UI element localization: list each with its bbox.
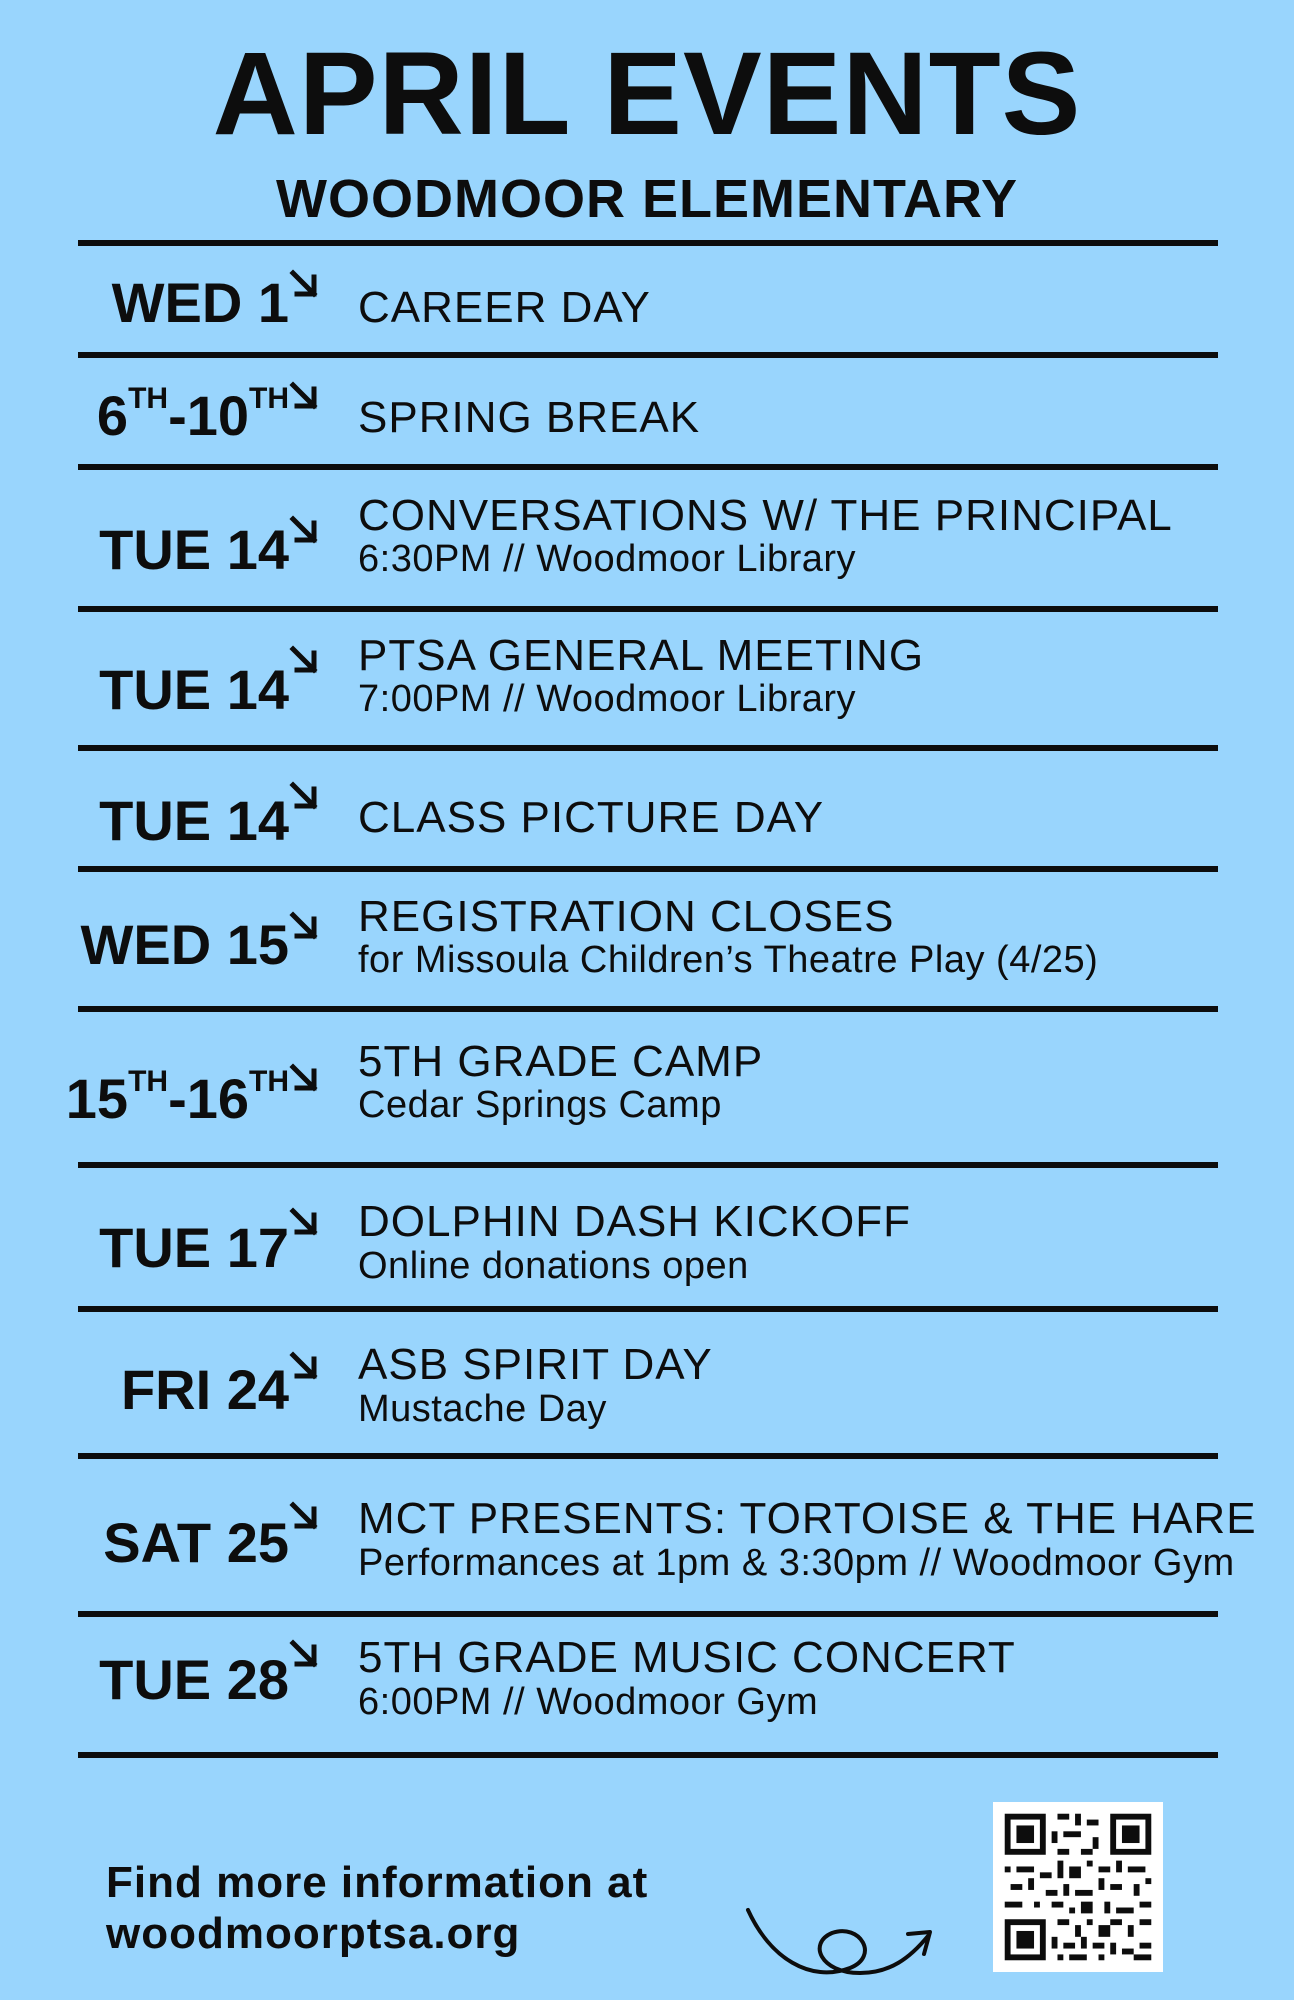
event-detail: 6:00PM // Woodmoor Gym: [358, 1681, 819, 1723]
event-title: CAREER DAY: [358, 283, 651, 332]
divider: [78, 240, 1218, 246]
arrow-down-right-icon: [288, 1638, 320, 1670]
event-date: FRI 24: [120, 1358, 289, 1421]
footer-line: Find more information at: [106, 1858, 649, 1907]
event-detail: 7:00PM // Woodmoor Library: [358, 678, 857, 720]
event-detail: 6:30PM // Woodmoor Library: [358, 538, 857, 580]
event-detail: Cedar Springs Camp: [358, 1084, 722, 1126]
event-date: 6TH-10TH: [96, 382, 289, 447]
arrow-down-right-icon: [288, 514, 320, 546]
event-detail: Online donations open: [358, 1245, 749, 1287]
event-title: 5TH GRADE MUSIC CONCERT: [358, 1633, 1016, 1682]
event-title: SPRING BREAK: [358, 393, 701, 442]
arrow-down-right-icon: [288, 268, 320, 300]
divider: [78, 1306, 1218, 1312]
divider: [78, 1162, 1218, 1168]
event-date: 15TH-16TH: [65, 1065, 289, 1130]
event-date: TUE 28: [99, 1648, 289, 1711]
event-title: ASB SPIRIT DAY: [358, 1340, 713, 1389]
event-date: TUE 17: [99, 1216, 289, 1279]
divider: [78, 1752, 1218, 1758]
event-title: PTSA GENERAL MEETING: [358, 631, 925, 680]
event-detail: Mustache Day: [358, 1388, 607, 1430]
divider: [78, 1611, 1218, 1617]
divider: [78, 606, 1218, 612]
arrow-down-right-icon: [288, 1062, 320, 1094]
arrow-down-right-icon: [288, 1350, 320, 1382]
page-subtitle: WOODMOOR ELEMENTARY: [276, 169, 1018, 229]
event-title: MCT PRESENTS: TORTOISE & THE HARE: [358, 1494, 1257, 1543]
event-title: DOLPHIN DASH KICKOFF: [358, 1197, 911, 1246]
divider: [78, 352, 1218, 358]
event-title: 5TH GRADE CAMP: [358, 1037, 764, 1086]
website-link[interactable]: woodmoorptsa.org: [106, 1908, 521, 1958]
arrow-down-right-icon: [288, 644, 320, 676]
event-date: TUE 14: [99, 518, 289, 581]
event-date: WED 15: [80, 913, 289, 976]
divider: [78, 866, 1218, 872]
arrow-down-right-icon: [288, 380, 320, 412]
qr-code[interactable]: [993, 1802, 1163, 1972]
arrow-down-right-icon: [288, 910, 320, 942]
divider: [78, 1453, 1218, 1459]
event-date: WED 1: [111, 271, 289, 334]
page-title: APRIL EVENTS: [212, 28, 1082, 160]
divider: [78, 1006, 1218, 1012]
divider: [78, 464, 1218, 470]
event-detail: for Missoula Children’s Theatre Play (4/25): [358, 939, 1099, 981]
swirl-arrow-icon: [740, 1888, 940, 1998]
arrow-down-right-icon: [288, 780, 320, 812]
divider: [78, 745, 1218, 751]
footer-info: [106, 1858, 648, 1959]
event-title: CLASS PICTURE DAY: [358, 793, 825, 842]
event-title: CONVERSATIONS W/ THE PRINCIPAL: [358, 491, 1173, 540]
event-detail: Performances at 1pm & 3:30pm // Woodmoor Gym: [358, 1542, 1235, 1584]
event-title: REGISTRATION CLOSES: [358, 892, 895, 941]
event-date: TUE 14: [99, 789, 289, 852]
event-date: TUE 14: [99, 658, 289, 721]
event-date: SAT 25: [103, 1511, 289, 1574]
arrow-down-right-icon: [288, 1206, 320, 1238]
arrow-down-right-icon: [288, 1500, 320, 1532]
